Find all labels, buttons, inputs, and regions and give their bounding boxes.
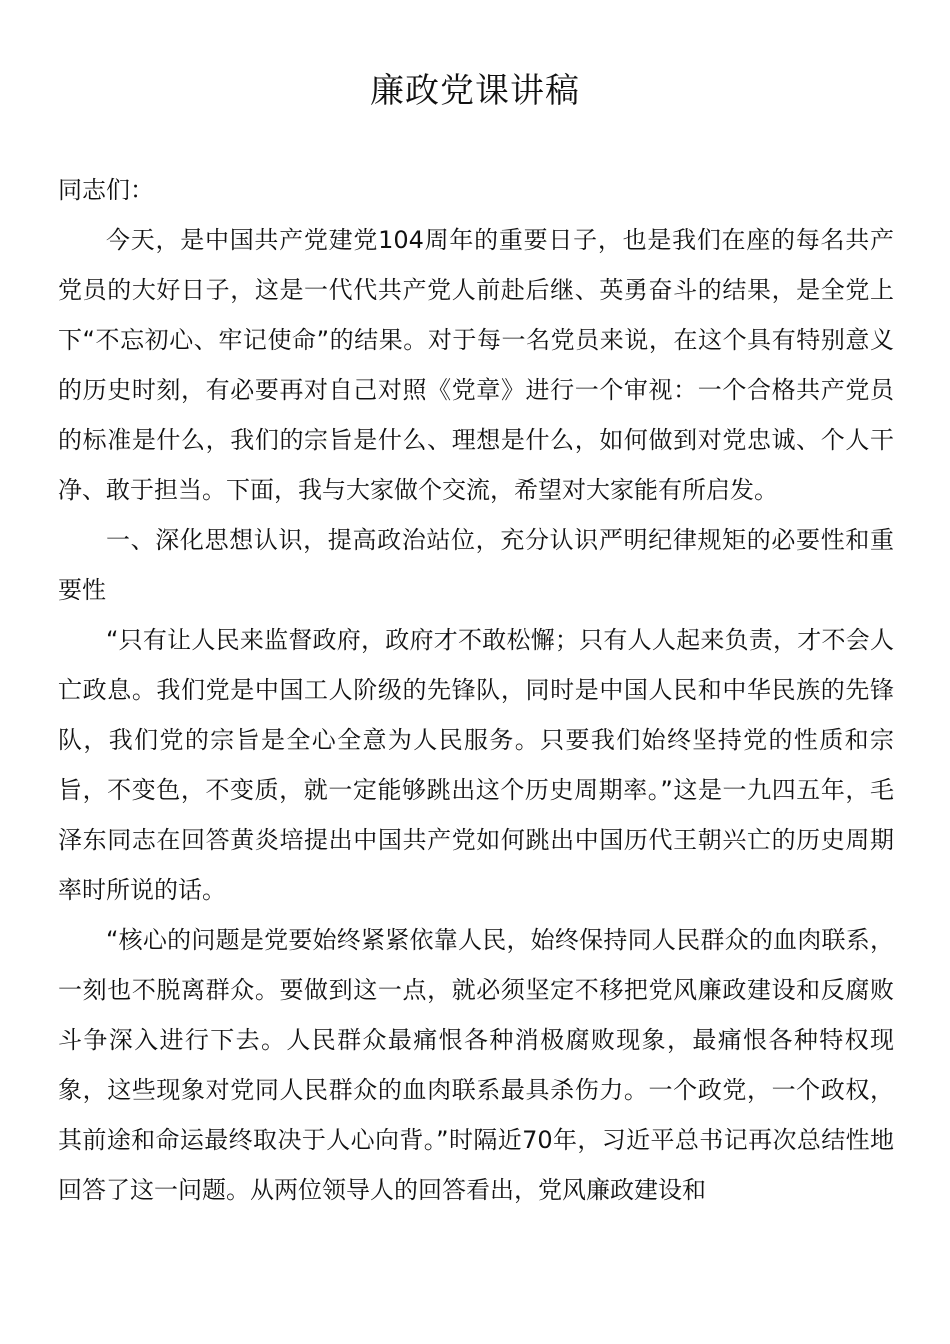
section-heading-1: 一、深化思想认识，提高政治站位，充分认识严明纪律规矩的必要性和重要性 — [58, 526, 894, 604]
salutation: 同志们： — [58, 176, 154, 204]
document-title: 廉政党课讲稿 — [370, 71, 580, 111]
paragraph-intro: 今天，是中国共产党建党104周年的重要日子，也是我们在座的每名共产党员的大好日子，这是一代代共产党人前赴后继、英勇奋斗的结果，是全党上下“不忘初心、牢记使命”的结果。对于每一名党员来说，在这个具有特别意义的历史时刻，有必要再对自己对照《党章》进行一个审视：一个合格共产党员的标准是什么，我们的宗旨是什么、理想是什么，如何做到对党忠诚、个人干净、敢于担当。下面，我与大家做个交流，希望对大家能有所启发。 — [58, 226, 894, 504]
document-body — [58, 165, 894, 1215]
paragraph-quote-xi: “核心的问题是党要始终紧紧依靠人民，始终保持同人民群众的血肉联系，一刻也不脱离群众。要做到这一点，就必须坚定不移把党风廉政建设和反腐败斗争深入进行下去。人民群众最痛恨各种消极腐败现象，最痛恨各种特权现象，这些现象对党同人民群众的血肉联系最具杀伤力。一个政党，一个政权，其前途和命运最终取决于人心向背。”时隔近70年，习近平总书记再次总结性地回答了这一问题。从两位领导人的回答看出，党风廉政建设和 — [58, 926, 894, 1204]
paragraph-quote-mao: “只有让人民来监督政府，政府才不敢松懈；只有人人起来负责，才不会人亡政息。我们党是中国工人阶级的先锋队，同时是中国人民和中华民族的先锋队，我们党的宗旨是全心全意为人民服务。只要我们始终坚持党的性质和宗旨，不变色，不变质，就一定能够跳出这个历史周期率。”这是一九四五年，毛泽东同志在回答黄炎培提出中国共产党如何跳出中国历代王朝兴亡的历史周期率时所说的话。 — [58, 626, 894, 904]
